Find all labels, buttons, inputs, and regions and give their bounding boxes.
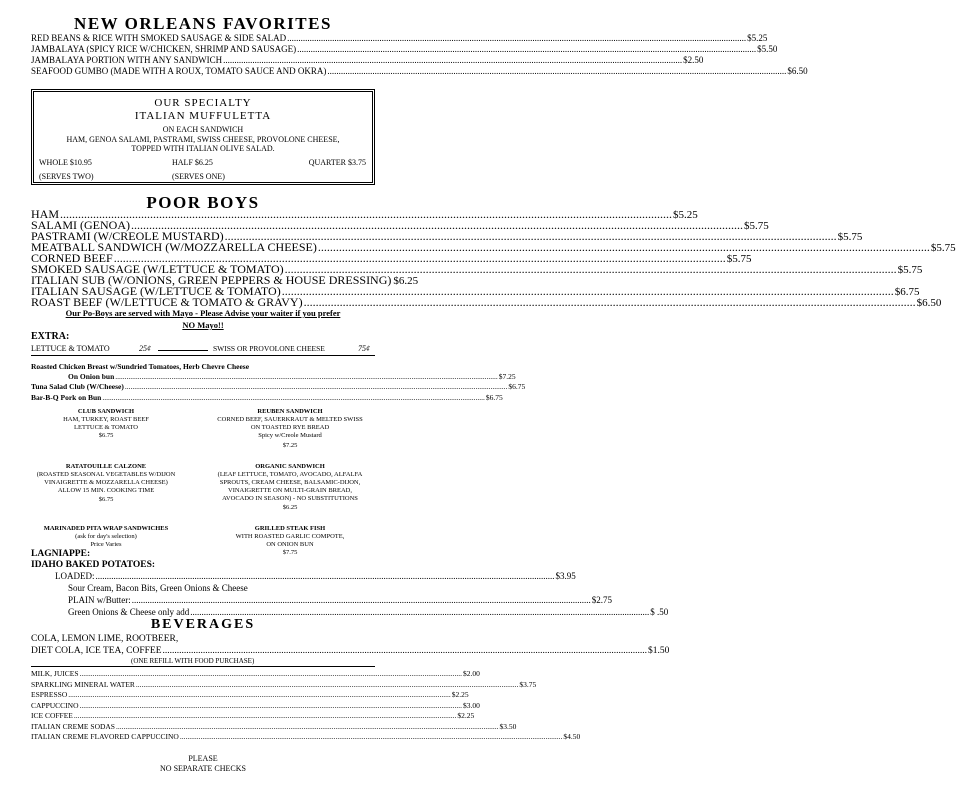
- beverage-name: MILK, JUICES: [31, 669, 79, 678]
- favorite-row: [31, 66, 808, 76]
- loaded-row: [55, 571, 576, 581]
- beverage-row: [31, 711, 475, 720]
- lagniappe-label: LAGNIAPPE:: [31, 549, 91, 559]
- poor-boy-price: $5.75: [837, 231, 863, 243]
- organic-line-3: VINAIGRETTE ON MULTI-GRAIN BREAD,: [228, 487, 352, 494]
- beverage-price: $3.00: [463, 700, 480, 710]
- loaded-desc: Sour Cream, Bacon Bits, Green Onions & Cheese: [68, 583, 248, 593]
- beverage-name: CAPPUCCINO: [31, 700, 79, 710]
- leader-dots: [304, 296, 916, 308]
- steak-title: GRILLED STEAK FISH: [254, 525, 326, 532]
- tuna-price: $6.75: [508, 382, 526, 391]
- loaded-label: LOADED:: [55, 571, 95, 581]
- steak-line-2: ON ONION BUN: [266, 541, 314, 548]
- beverage-price: $3.75: [519, 679, 537, 689]
- reuben-line-3: Spicy w/Creole Mustard: [258, 432, 322, 439]
- favorite-price: $5.50: [757, 44, 778, 54]
- bbq-price: $6.75: [485, 393, 503, 402]
- beverage-name: ITALIAN CREME SODAS: [31, 721, 115, 731]
- specialty-desc-2: TOPPED WITH ITALIAN OLIVE SALAD.: [131, 144, 275, 153]
- reuben-sandwich: [205, 408, 375, 450]
- green-row: [68, 607, 669, 617]
- leader-dots: [68, 690, 451, 699]
- club-line-2: LETTUCE & TOMATO: [74, 424, 138, 431]
- reuben-price: $7.25: [282, 442, 298, 449]
- beverage-row: [31, 669, 480, 678]
- tuna-name: Tuna Salad Club (W/Cheese): [31, 382, 124, 391]
- beverage-name: SPARKLING MINERAL WATER: [31, 679, 135, 689]
- poor-boy-name: ROAST BEEF (W/LETTUCE & TOMATO & GRAVY): [31, 295, 303, 309]
- plain-price: $2.75: [591, 595, 612, 605]
- calzone-line-2: VINAIGRETTE & MOZZARELLA CHEESE): [44, 479, 168, 486]
- reuben-line-1: CORNED BEEF, SAUERKRAUT & MELTED SWISS: [217, 416, 363, 423]
- extra-divider: [158, 350, 208, 351]
- organic-line-1: (LEAF LETTUCE, TOMATO, AVOCADO, ALFALFA: [217, 471, 363, 478]
- beverage-price: $2.25: [457, 711, 475, 720]
- pita-line-2: Price Varies: [90, 541, 122, 548]
- leader-dots: [190, 607, 649, 617]
- calzone-line-3: ALLOW 15 MIN. COOKING TIME: [57, 487, 155, 494]
- footer-please: PLEASE: [188, 754, 218, 763]
- serves-two: (SERVES TWO): [39, 172, 94, 181]
- club-sandwich: [31, 408, 181, 440]
- extra-label: EXTRA:: [31, 331, 70, 342]
- favorite-row: [31, 55, 704, 65]
- favorite-name: SEAFOOD GUMBO (MADE WITH A ROUX, TOMATO SAUCE AND OKRA): [31, 66, 327, 76]
- leader-dots: [327, 66, 786, 76]
- poor-boy-name: SMOKED SAUSAGE (W/LETTUCE & TOMATO): [31, 262, 284, 276]
- footer-checks: NO SEPARATE CHECKS: [160, 764, 246, 773]
- beverage-name: ICE COFFEE: [31, 711, 73, 720]
- leader-dots: [96, 571, 555, 581]
- favorite-price: $2.50: [683, 55, 704, 65]
- organic-price: $6.25: [282, 504, 298, 511]
- roasted-chicken-row: [31, 372, 516, 381]
- favorite-name: RED BEANS & RICE WITH SMOKED SAUSAGE & SIDE SALAD: [31, 33, 287, 43]
- beverage-price: $2.25: [451, 690, 469, 699]
- plain-row: [68, 595, 612, 605]
- leader-dots: [287, 33, 746, 43]
- beverage-price: $4.50: [563, 732, 581, 741]
- pita-line-1: (ask for day's selection): [75, 533, 137, 540]
- club-line-1: HAM, TURKEY, ROAST BEEF: [63, 416, 149, 423]
- leader-dots: [163, 646, 648, 656]
- roasted-chicken-line1: Roasted Chicken Breast w/Sundried Tomatoes, Herb Chevre Cheese: [31, 362, 250, 371]
- pita-title: MARINADED PITA WRAP SANDWICHES: [43, 525, 169, 532]
- poor-boy-price: $5.25: [673, 209, 698, 221]
- green-label: Green Onions & Cheese only add: [68, 607, 190, 617]
- whole-price: WHOLE $10.95: [39, 158, 92, 167]
- leader-dots: [80, 701, 463, 710]
- favorite-name: JAMBALAYA PORTION WITH ANY SANDWICH: [31, 55, 223, 65]
- poor-boy-name: ITALIAN SUB (W/ONIONS, GREEN PEPPERS & HOUSE DRESSING): [31, 273, 392, 287]
- favorite-row: [31, 33, 768, 43]
- beverage-row: [31, 732, 581, 741]
- steak-line-1: WITH ROASTED GARLIC COMPOTE,: [235, 533, 345, 540]
- bev-line-1: COLA, LEMON LIME, ROOTBEER,: [31, 634, 179, 644]
- extra-right-price: 75¢: [358, 344, 370, 353]
- specialty-sub: ON EACH SANDWICH: [162, 125, 244, 134]
- extra-left-price: 25¢: [139, 344, 151, 353]
- leader-dots: [102, 393, 485, 402]
- refill-note: (ONE REFILL WITH FOOD PURCHASE): [131, 657, 255, 665]
- beverage-name: ITALIAN CREME FLAVORED CAPPUCCINO: [31, 732, 179, 741]
- beverage-row: [31, 700, 480, 710]
- calzone-price: $6.75: [98, 496, 114, 503]
- beverage-row: [31, 721, 517, 731]
- leader-dots: [136, 680, 519, 689]
- poor-boy-price: $5.75: [744, 220, 769, 232]
- poor-boy-name: CORNED BEEF: [31, 251, 113, 265]
- leader-dots: [116, 722, 499, 731]
- idaho-title: IDAHO BAKED POTATOES:: [31, 560, 156, 570]
- loaded-price: $3.95: [555, 571, 576, 581]
- serves-one: (SERVES ONE): [172, 172, 225, 181]
- bev-line-2-row: [31, 646, 670, 656]
- organic-line-4: AVOCADO IN SEASON) - NO SUBSTITUTIONS: [222, 495, 358, 502]
- beverage-row: [31, 679, 537, 689]
- half-price: HALF $6.25: [172, 158, 213, 167]
- poor-boy-price: $6.25: [393, 275, 419, 287]
- no-mayo-note: NO Mayo!!: [182, 320, 224, 330]
- section-title-beverages: BEVERAGES: [150, 617, 256, 632]
- favorite-price: $6.50: [787, 66, 808, 76]
- organic-line-2: SPROUTS, CREAM CHEESE, BALSAMIC-DIJON,: [219, 479, 361, 486]
- poor-boy-price: $5.75: [726, 253, 752, 265]
- leader-dots: [180, 732, 563, 741]
- poor-boy-name: MEATBALL SANDWICH (W/MOZZARELLA CHEESE): [31, 240, 317, 254]
- extra-right: SWISS OR PROVOLONE CHEESE: [213, 344, 325, 353]
- calzone-title: RATATOUILLE CALZONE: [65, 463, 147, 470]
- roasted-chicken-line2: On Onion bun: [68, 372, 115, 381]
- club-title: CLUB SANDWICH: [77, 408, 135, 415]
- specialty-box: [31, 89, 375, 185]
- poor-boy-name: PASTRAMI (W/CREOLE MUSTARD): [31, 229, 224, 243]
- green-price: $ .50: [650, 607, 669, 617]
- ratatouille-calzone: [31, 463, 181, 504]
- poor-boy-price: $5.75: [897, 264, 923, 276]
- leader-dots: [125, 382, 508, 391]
- roasted-chicken-price: $7.25: [498, 372, 516, 381]
- favorite-name: JAMBALAYA (SPICY RICE W/CHICKEN, SHRIMP AND SAUSAGE): [31, 44, 297, 54]
- leader-dots: [297, 44, 756, 54]
- favorite-row: [31, 44, 778, 54]
- bev-line-2-price: $1.50: [648, 646, 670, 656]
- leader-dots: [74, 711, 457, 720]
- leader-dots: [115, 372, 498, 381]
- section-title-new-orleans: NEW ORLEANS FAVORITES: [74, 14, 332, 33]
- poor-boy-name: SALAMI (GENOA): [31, 218, 130, 232]
- plain-label: PLAIN w/Butter:: [68, 595, 131, 605]
- leader-dots: [132, 595, 591, 605]
- club-price: $6.75: [98, 432, 114, 439]
- beverage-row: [31, 690, 469, 699]
- steak-price: $7.75: [282, 549, 298, 556]
- pita-wrap: [31, 525, 181, 549]
- beverage-price: $2.00: [463, 669, 480, 678]
- extra-rule: [31, 355, 375, 356]
- favorite-price: $5.25: [747, 33, 768, 43]
- bbq-row: [31, 393, 503, 402]
- organic-title: ORGANIC SANDWICH: [255, 463, 325, 470]
- specialty-name: ITALIAN MUFFULETTA: [134, 110, 272, 122]
- bev-line-2: DIET COLA, ICE TEA, COFFEE: [31, 646, 162, 656]
- quarter-price: QUARTER $3.75: [308, 158, 366, 167]
- calzone-line-1: (ROASTED SEASONAL VEGETABLES W/DIJON: [36, 471, 176, 478]
- poor-boy-name: HAM: [31, 207, 60, 221]
- tuna-row: [31, 382, 526, 391]
- bbq-name: Bar-B-Q Pork on Bun: [31, 393, 102, 402]
- beverage-price: $3.50: [499, 721, 517, 731]
- leader-dots: [80, 669, 463, 678]
- reuben-title: REUBEN SANDWICH: [257, 408, 323, 415]
- reuben-line-2: ON TOASTED RYE BREAD: [250, 424, 330, 431]
- specialty-heading: OUR SPECIALTY: [154, 97, 252, 109]
- poor-boy-name: ITALIAN SAUSAGE (W/LETTUCE & TOMATO): [31, 284, 281, 298]
- section-title-poor-boys: POOR BOYS: [146, 193, 260, 212]
- specialty-desc-1: HAM, GENOA SALAMI, PASTRAMI, SWISS CHEESE, PROVOLONE CHEESE,: [66, 135, 340, 144]
- poor-boy-price: $5.75: [930, 242, 956, 254]
- organic-sandwich: [205, 463, 375, 512]
- beverage-rule: [31, 666, 375, 667]
- poor-boy-price: $6.75: [894, 286, 920, 298]
- grilled-steak-fish: [205, 525, 375, 557]
- extra-left: LETTUCE & TOMATO: [31, 344, 110, 353]
- leader-dots: [223, 55, 682, 65]
- mayo-note: Our Po-Boys are served with Mayo - Please Advise your waiter if you prefer: [65, 308, 341, 318]
- poor-boy-price: $6.50: [916, 297, 942, 309]
- beverage-name: ESPRESSO: [31, 690, 68, 699]
